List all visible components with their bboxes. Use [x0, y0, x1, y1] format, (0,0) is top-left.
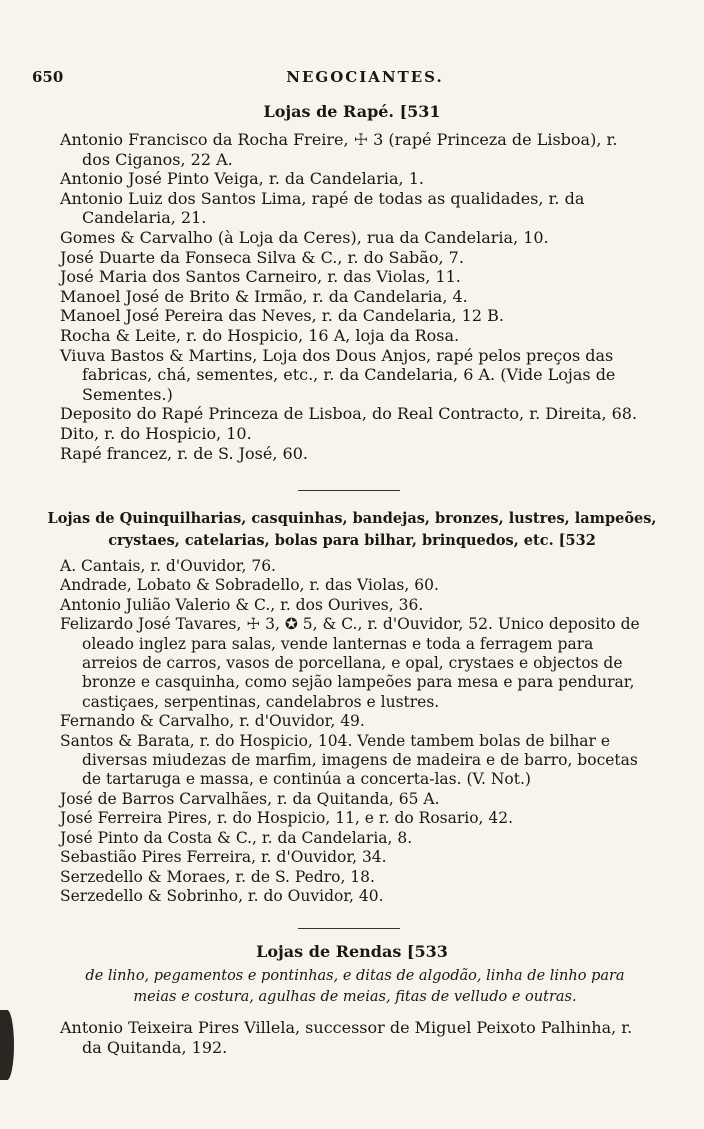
list-item: Santos & Barata, r. do Hospicio, 104. Vende tambem bolas de bilhar e diversas miudezas de marfim, imagens de madeira e de barro, bocetas de tartaruga e massa, e continúa a concerta-las. (V. Not.): [60, 731, 638, 789]
list-item: Manoel José Pereira das Neves, r. da Candelaria, 12 B.: [60, 306, 504, 326]
list-item: Antonio José Pinto Veiga, r. da Candelaria, 1.: [60, 169, 424, 189]
list-item: Serzedello & Moraes, r. de S. Pedro, 18.: [60, 867, 375, 886]
list-item: Antonio Julião Valerio & C., r. dos Ourives, 36.: [60, 595, 424, 614]
section-quinquilharias-entries: [60, 557, 640, 906]
list-item: José Maria dos Santos Carneiro, r. das Violas, 11.: [60, 267, 461, 287]
subtitle-line: meias e costura, agulhas de meias, fitas de velludo e outras.: [133, 989, 577, 1005]
list-item: Deposito do Rapé Princeza de Lisboa, do Real Contracto, r. Direita, 68.: [60, 404, 638, 424]
list-item: Rapé francez, r. de S. José, 60.: [60, 443, 308, 463]
section-title-line: crystaes, catelarias, bolas para bilhar, brinquedos, etc. [532: [108, 532, 596, 549]
list-item: Gomes & Carvalho (à Loja da Ceres), rua da Candelaria, 10.: [60, 227, 549, 247]
page-edge-stain: [0, 1010, 14, 1080]
list-item: Dito, r. do Hospicio, 10.: [60, 423, 252, 443]
list-item: Fernando & Carvalho, r. d'Ouvidor, 49.: [60, 712, 365, 731]
section-divider: [298, 928, 400, 929]
page-number: 650: [32, 68, 64, 86]
running-head: NEGOCIANTES.: [286, 68, 444, 86]
list-item: Felizardo José Tavares, ☩ 3, ✪ 5, & C., r. d'Ouvidor, 52. Unico deposito de oleado inglez para salas, vende lanternas e toda a ferragem para arreios de carros, vasos de porcellana, e opal, crystaes e objectos de bronze e casquinha, como sejão lampeões para mesa e para pendurar, castiçaes, serpentinas, candelabros e lustres.: [60, 615, 640, 711]
list-item: A. Cantais, r. d'Ouvidor, 76.: [60, 557, 276, 575]
list-item: Viuva Bastos & Martins, Loja dos Dous Anjos, rapé pelos preços das fabricas, chá, sementes, etc., r. da Candelaria, 6 A. (Vide Lojas de Sementes.): [60, 345, 616, 404]
section-title-rape: Lojas de Rapé. [531: [263, 102, 441, 121]
list-item: Manoel José de Brito & Irmão, r. da Candelaria, 4.: [60, 286, 468, 306]
list-item: Andrade, Lobato & Sobradello, r. das Violas, 60.: [60, 576, 439, 595]
subtitle-line: de linho, pegamentos e pontinhas, e ditas de algodão, linha de linho para: [85, 968, 625, 984]
section-divider: [298, 490, 400, 491]
section-subtitle-rendas: [30, 966, 680, 1008]
section-rendas-entries: [60, 1018, 640, 1058]
list-item: Sebastião Pires Ferreira, r. d'Ouvidor, 34.: [60, 848, 387, 867]
list-item: José Pinto da Costa & C., r. da Candelaria, 8.: [60, 828, 413, 847]
list-item: Serzedello & Sobrinho, r. do Ouvidor, 40.: [60, 886, 384, 905]
list-item: Rocha & Leite, r. do Hospicio, 16 A, loja da Rosa.: [60, 325, 460, 345]
list-item: José Duarte da Fonseca Silva & C., r. do Sabão, 7.: [60, 247, 464, 267]
section-title-line: Lojas de Quinquilharias, casquinhas, bandejas, bronzes, lustres, lampeões,: [47, 510, 657, 527]
section-title-rendas: Lojas de Rendas [533: [256, 942, 448, 961]
list-item: José Ferreira Pires, r. do Hospicio, 11, e r. do Rosario, 42.: [60, 809, 514, 828]
list-item: Antonio Teixeira Pires Villela, successor de Miguel Peixoto Palhinha, r. da Quitanda, 192.: [60, 1018, 633, 1057]
list-item: Antonio Luiz dos Santos Lima, rapé de todas as qualidades, r. da Candelaria, 21.: [60, 188, 585, 228]
list-item: Antonio Francisco da Rocha Freire, ☩ 3 (rapé Princeza de Lisboa), r. dos Ciganos, 22 A.: [60, 130, 618, 169]
section-rape-entries: [60, 130, 640, 463]
list-item: José de Barros Carvalhães, r. da Quitanda, 65 A.: [60, 789, 440, 808]
section-title-quinquilharias: [20, 508, 684, 552]
